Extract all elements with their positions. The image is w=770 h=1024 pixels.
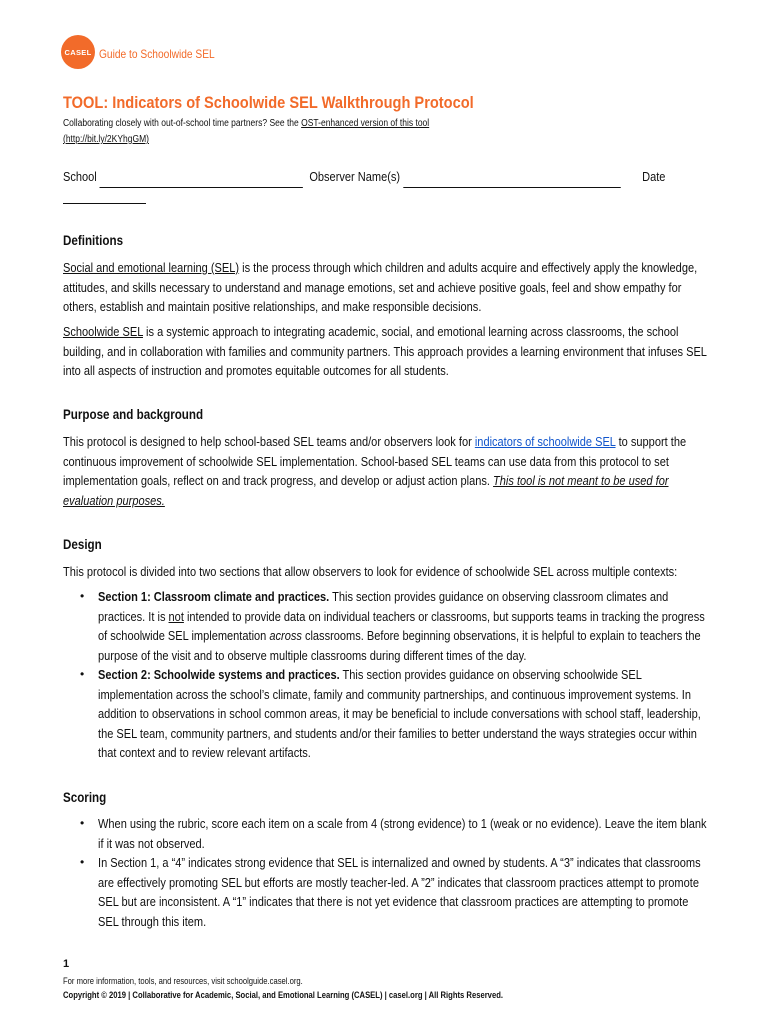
indicators-link[interactable]: indicators of schoolwide SEL bbox=[474, 434, 616, 449]
bullet-icon: • bbox=[80, 816, 85, 830]
bullet-icon: • bbox=[80, 667, 85, 681]
purpose-text: This protocol is designed to help school-based SEL teams and/or observers look for indicators of schoolwide SEL to support the continuous improvement of schoolwide SEL implementation. School-based SEL teams can use data from this protocol to set implementation goals, reflect on and track progress, and develop or adjust action plans. This tool is not meant to be used for evaluation purposes. bbox=[63, 434, 687, 508]
page-number: 1 bbox=[63, 958, 70, 970]
school-field[interactable] bbox=[100, 167, 303, 188]
form-row bbox=[63, 167, 665, 188]
date-field[interactable] bbox=[63, 203, 146, 204]
date-label: Date bbox=[642, 169, 666, 184]
scoring-bullet-1: When using the rubric, score each item on a scale from 4 (strong evidence) to 1 (weak or no evidence). Leave the item blank if it was not observed. bbox=[98, 816, 707, 851]
schoolwide-definition: Schoolwide SEL is a systemic approach to integrating academic, social, and emotional learning across classrooms, the school building, and in collaboration with families and community partners. This approach provides a learning environment that infuses SEL into all aspects of instruction and promotes equitable outcomes for all students. bbox=[63, 324, 707, 378]
scoring-bullet-2: In Section 1, a “4” indicates strong evidence that SEL is internalized and owned by students. A “3” indicates that classrooms are effectively promoting SEL but efforts are mostly teacher-led. A ”2” indicates that classroom practices attempt to promote SEL but are inconsistent. A “1” indicates that there is not yet evidence that classroom practices are attempting to promote SEL through this item. bbox=[98, 855, 701, 929]
page-title: TOOL: Indicators of Schoolwide SEL Walkthrough Protocol bbox=[63, 93, 474, 112]
sel-definition: Social and emotional learning (SEL) is the process through which children and adults acquire and effectively apply the knowledge, attitudes, and skills necessary to understand and manage emotions, set and achieve positive goals, feel and show empathy for others, establish and maintain positive relationships, and make responsible decisions. bbox=[63, 260, 698, 314]
purpose-heading: Purpose and background bbox=[63, 406, 204, 422]
ost-note: Collaborating closely with out-of-school time partners? See the OST-enhanced version of this tool bbox=[63, 118, 430, 129]
ost-link[interactable]: OST-enhanced version of this tool bbox=[301, 118, 430, 129]
sel-term: Social and emotional learning (SEL) bbox=[63, 260, 240, 275]
footer-info: For more information, tools, and resources, visit schoolguide.casel.org. bbox=[63, 976, 303, 986]
bullet-icon: • bbox=[80, 589, 85, 603]
scoring-heading: Scoring bbox=[63, 789, 107, 805]
design-intro: This protocol is divided into two sections that allow observers to look for evidence of schoolwide SEL across multiple contexts: bbox=[63, 564, 678, 579]
design-bullet-2: Section 2: Schoolwide systems and practices. This section provides guidance on observing schoolwide SEL implementation across the school’s climate, family and community partnerships, and continuous improvement systems. In addition to observations in school common areas, it may be beneficial to include conversations with school staff, leadership, the SEL team, community partners, and students and/or their families to better understand the ways strategies occur within that context and to review relevant artifacts. bbox=[98, 667, 701, 760]
observer-label: Observer Name(s) bbox=[309, 169, 401, 184]
design-heading: Design bbox=[63, 536, 102, 552]
ost-url[interactable]: (http://bit.ly/2KYhgGM) bbox=[63, 134, 149, 145]
bullet-icon: • bbox=[80, 855, 85, 869]
schoolwide-term: Schoolwide SEL bbox=[63, 324, 143, 339]
footer-copyright: Copyright © 2019 | Collaborative for Academic, Social, and Emotional Learning (CASEL) | casel.org | All Rights Reserved. bbox=[63, 990, 503, 1000]
guide-label: Guide to Schoolwide SEL bbox=[99, 47, 215, 61]
definitions-heading: Definitions bbox=[63, 232, 124, 248]
design-bullet-1: Section 1: Classroom climate and practices. This section provides guidance on observing classroom climates and practices. It is not intended to provide data on individual teachers or classrooms, but supports teams in tracking the progress of schoolwide SEL implementation across classrooms. Before beginning observations, it is helpful to explain to teachers the purpose of the visit and to observe multiple classrooms during different times of the day. bbox=[98, 589, 705, 663]
school-label: School bbox=[63, 169, 97, 184]
casel-logo: CASEL bbox=[61, 35, 95, 69]
observer-field[interactable] bbox=[403, 167, 620, 188]
